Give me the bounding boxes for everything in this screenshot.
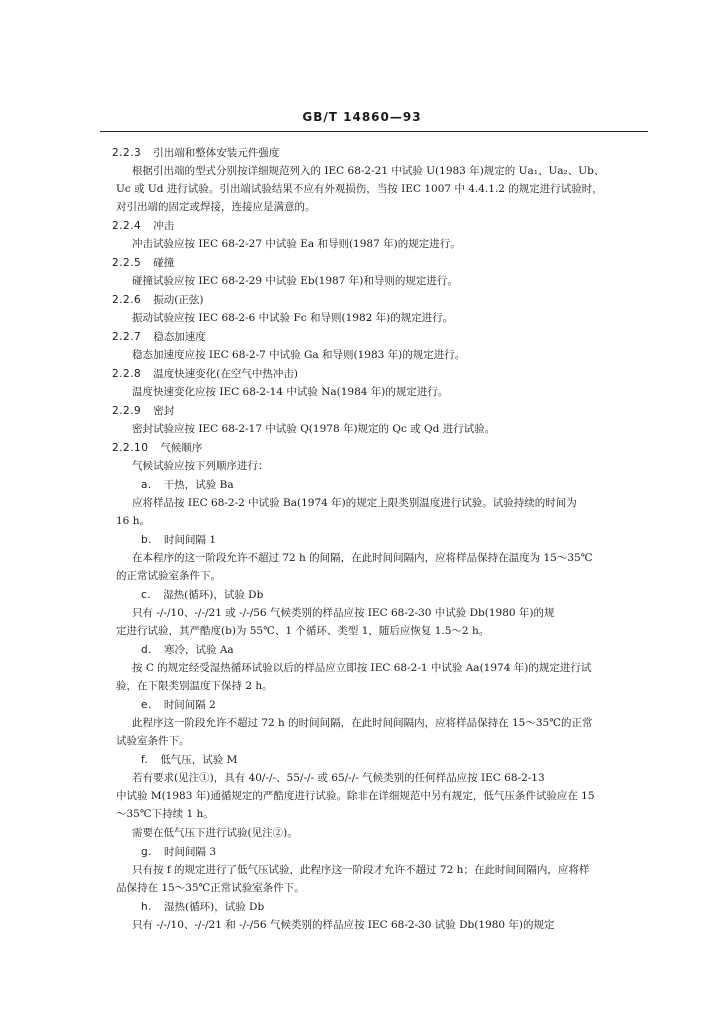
section-number: 2.2.6 bbox=[112, 294, 142, 306]
list-item-heading bbox=[141, 533, 216, 547]
list-item-heading bbox=[141, 900, 264, 914]
section-number: 2.2.5 bbox=[112, 257, 142, 269]
section-heading bbox=[112, 293, 203, 307]
body-line: ～35℃下持续 1 h。 bbox=[116, 808, 214, 820]
body-line: 若有要求(见注①)，具有 40/-/-、55/-/- 或 65/-/- 气候类别的任何样品应按 IEC 68-2-13 bbox=[132, 772, 545, 784]
body-line: 需要在低气压下进行试验(见注②)。 bbox=[132, 827, 298, 839]
item-label: h. bbox=[141, 901, 152, 913]
section-number: 2.2.10 bbox=[112, 442, 149, 454]
list-item-heading bbox=[141, 478, 234, 492]
body-line: 应将样品按 IEC 68-2-2 中试验 Ba(1974 年)的规定上限类别温度进行试验。试验持续的时间为 bbox=[132, 497, 577, 509]
list-item-heading bbox=[141, 753, 237, 767]
body-line: 只有 -/-/10、-/-/21 或 -/-/56 气候类别的样品应按 IEC 68-2-30 中试验 Db(1980 年)的规 bbox=[132, 607, 555, 619]
item-label: a. bbox=[141, 479, 152, 491]
item-title: 干热，试验 Ba bbox=[163, 479, 234, 491]
section-heading bbox=[112, 219, 174, 233]
item-label: d. bbox=[141, 644, 153, 656]
section-heading bbox=[112, 367, 298, 381]
section-number: 2.2.4 bbox=[112, 220, 142, 232]
body-line: 定进行试验，其严酷度(b)为 55℃、1 个循环、类型 1，随后应恢复 1.5～2 h。 bbox=[116, 625, 490, 637]
section-number: 2.2.8 bbox=[112, 368, 142, 380]
section-heading bbox=[112, 256, 174, 270]
section-heading bbox=[112, 330, 206, 344]
body-line: 根据引出端的型式分别按详细规范列入的 IEC 68-2-21 中试验 U(1983 年)规定的 Ua₁、Ua₂、Ub、 bbox=[132, 165, 605, 177]
body-line: 在本程序的这一阶段允许不超过 72 h 的间隔，在此时间间隔内，应将样品保持在温度为 15～35℃ bbox=[132, 552, 593, 564]
body-line: 此程序这一阶段允许不超过 72 h 的时间间隔，在此时间间隔内，应将样品保持在 15～35℃的正常 bbox=[132, 717, 593, 729]
body-line: 对引出端的固定或焊接，连接应是满意的。 bbox=[116, 201, 316, 213]
body-line: 只有 -/-/10、-/-/21 和 -/-/56 气候类别的样品应按 IEC 68-2-30 试验 Db(1980 年)的规定 bbox=[132, 919, 555, 931]
list-item-heading bbox=[141, 588, 263, 602]
body-line: 只有按 f 的规定进行了低气压试验，此程序这一阶段才允许不超过 72 h；在此时间间隔内，应将样 bbox=[132, 864, 590, 876]
item-title: 时间间隔 3 bbox=[164, 846, 217, 858]
item-label: g. bbox=[141, 846, 153, 858]
item-title: 低气压，试验 M bbox=[160, 754, 238, 766]
list-item-heading bbox=[141, 643, 234, 657]
section-number: 2.2.9 bbox=[112, 405, 142, 417]
body-line: 冲击试验应按 IEC 68-2-27 中试验 Ea 和导则(1987 年)的规定进行。 bbox=[132, 238, 461, 250]
section-title: 引出端和整体安装元件强度 bbox=[153, 147, 280, 159]
item-label: e. bbox=[141, 699, 152, 711]
section-title: 稳态加速度 bbox=[153, 331, 206, 343]
section-title: 冲击 bbox=[153, 220, 175, 232]
item-title: 湿热(循环)，试验 Db bbox=[164, 901, 265, 913]
item-title: 时间间隔 2 bbox=[163, 699, 216, 711]
body-line: 稳态加速度应按 IEC 68-2-7 中试验 Ga 和导则(1983 年)的规定进行。 bbox=[132, 349, 466, 361]
list-item-heading bbox=[141, 845, 216, 859]
body-line: 的正常试验室条件下。 bbox=[116, 570, 221, 582]
body-line: 密封试验应按 IEC 68-2-17 中试验 Q(1978 年)规定的 Qc 或 Qd 进行试验。 bbox=[132, 423, 496, 435]
body-line: Uc 或 Ud 进行试验。引出端试验结果不应有外观损伤，当按 IEC 1007 中 4.4.1.2 的规定进行试验时， bbox=[116, 183, 603, 195]
body-line: 温度快速变化应按 IEC 68-2-14 中试验 Na(1984 年)的规定进行。 bbox=[132, 386, 449, 398]
item-title: 湿热(循环)，试验 Db bbox=[163, 589, 264, 601]
body-line: 验，在下限类别温度下保持 2 h。 bbox=[116, 680, 273, 692]
section-heading bbox=[112, 441, 202, 455]
item-label: f. bbox=[141, 754, 149, 766]
section-number: 2.2.7 bbox=[112, 331, 142, 343]
body-line: 16 h。 bbox=[116, 515, 150, 527]
list-item-heading bbox=[141, 698, 216, 712]
body-line: 振动试验应按 IEC 68-2-6 中试验 Fc 和导则(1982 年)的规定进行。 bbox=[132, 312, 454, 324]
section-number: 2.2.3 bbox=[112, 147, 142, 159]
section-title: 碰撞 bbox=[153, 257, 175, 269]
body-line: 试验室条件下。 bbox=[116, 735, 190, 747]
section-title: 振动(正弦) bbox=[153, 294, 204, 306]
body-line: 气候试验应按下列顺序进行： bbox=[132, 460, 269, 472]
section-title: 温度快速变化(在空气中热冲击) bbox=[153, 368, 298, 380]
section-heading bbox=[112, 404, 174, 418]
item-title: 寒冷，试验 Aa bbox=[164, 644, 234, 656]
item-title: 时间间隔 1 bbox=[164, 534, 217, 546]
section-heading bbox=[112, 146, 279, 160]
body-line: 中试验 M(1983 年)通循规定的严酷度进行试验。除非在详细规范中另有规定，低气压条件试验应在 15 bbox=[116, 790, 595, 802]
item-label: b. bbox=[141, 534, 153, 546]
item-label: c. bbox=[141, 589, 152, 601]
section-title: 密封 bbox=[153, 405, 175, 417]
page-header-title: GB/T 14860—93 bbox=[302, 110, 422, 124]
body-line: 按 C 的规定经受湿热循环试验以后的样品应立即按 IEC 68-2-1 中试验 Aa(1974 年)的规定进行试 bbox=[132, 662, 592, 674]
section-title: 气候顺序 bbox=[160, 442, 203, 454]
header-rule bbox=[100, 131, 648, 132]
body-line: 品保持在 15～35℃正常试验室条件下。 bbox=[116, 882, 305, 894]
body-line: 碰撞试验应按 IEC 68-2-29 中试验 Eb(1987 年)和导则的规定进行。 bbox=[132, 275, 458, 287]
